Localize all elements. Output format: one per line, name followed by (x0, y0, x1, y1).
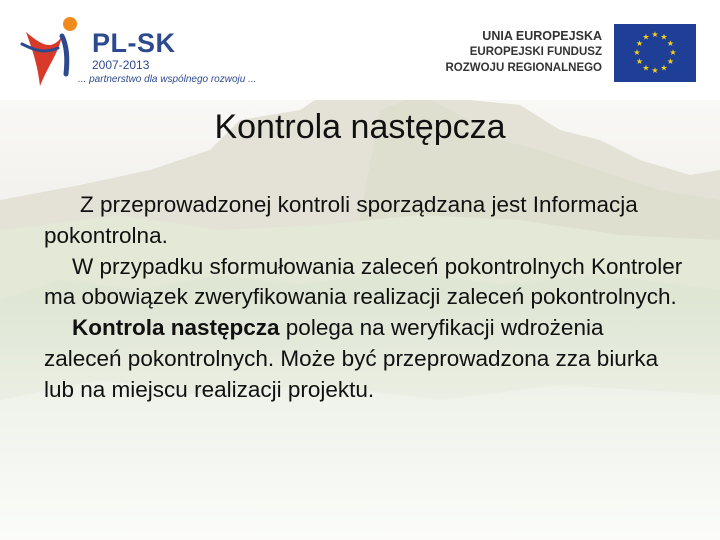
program-logo (18, 14, 268, 94)
eu-line-2: EUROPEJSKI FUNDUSZ (469, 46, 602, 58)
svg-text:★: ★ (660, 32, 668, 42)
paragraph-3 (44, 313, 684, 405)
svg-text:★: ★ (635, 57, 644, 66)
header-bar (0, 0, 720, 100)
paragraph-3-bold: Kontrola następcza (72, 315, 280, 341)
svg-text:★: ★ (633, 48, 641, 57)
eu-flag-icon (614, 24, 696, 82)
svg-text:★: ★ (666, 39, 675, 48)
program-tagline: ... partnerstwo dla wspólnego rozwoju ... (78, 74, 257, 85)
svg-text:★: ★ (642, 32, 650, 42)
eu-line-1: UNIA EUROPEJSKA (482, 29, 602, 43)
svg-text:★: ★ (635, 39, 644, 48)
paragraph-2: W przypadku sformułowania zaleceń pokontrolnych Kontroler ma obowiązek zweryfikowania realizacji zaleceń pokontrolnych. (44, 253, 683, 310)
svg-text:★: ★ (651, 66, 659, 75)
slide-body (44, 190, 684, 406)
svg-text:★: ★ (651, 30, 659, 39)
eu-line-3: ROZWOJU REGIONALNEGO (445, 62, 602, 74)
svg-text:★: ★ (669, 48, 677, 57)
program-years: 2007-2013 (92, 58, 150, 72)
eu-label (445, 28, 602, 76)
svg-text:★: ★ (666, 57, 675, 66)
slide-title: Kontrola następcza (214, 108, 506, 146)
paragraph-1: Z przeprowadzonej kontroli sporządzana jest Informacja pokontrolna. (44, 192, 638, 248)
paragraph-3-rest: polega na weryfikacji wdrożenia zaleceń pokontrolnych. Może być przeprowadzona zza biurka lub na miejscu realizacji projektu. (44, 315, 659, 402)
svg-text:★: ★ (642, 63, 650, 73)
program-name: PL-SK (92, 28, 176, 58)
svg-text:★: ★ (660, 63, 668, 73)
